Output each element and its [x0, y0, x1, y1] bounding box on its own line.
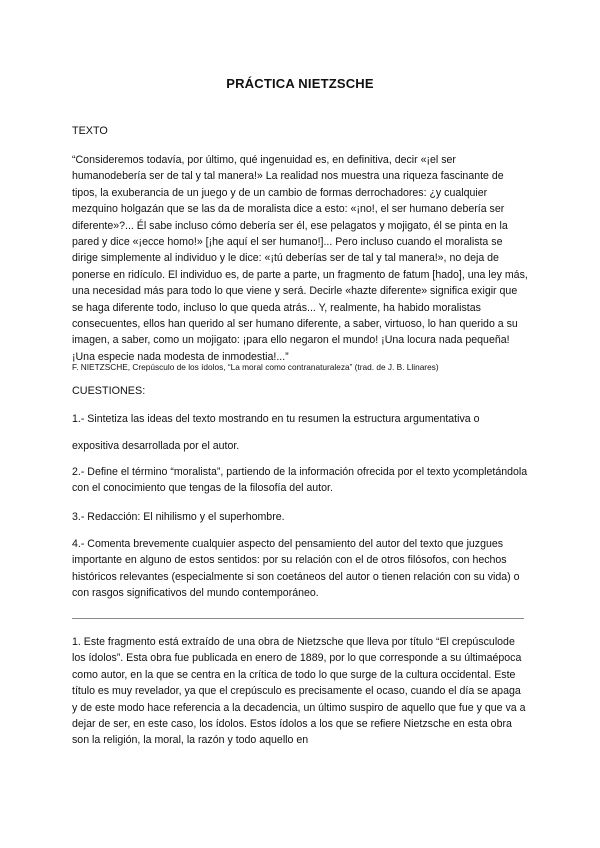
- cuestiones-heading: CUESTIONES:: [72, 385, 146, 397]
- answer-paragraph: 1. Este fragmento está extraído de una obra de Nietzsche que lleva por título “El crepúsculode los ídolos”. Esta obra fue publicada en enero de 1889, por lo que corresponde a su últimaépoca como autor, en la que se centra en la crítica de todo lo que surge de la cultura occidental. Este título es muy revelador, ya que el crepúsculo es precisamente el ocaso, cuando el día se apaga y de este modo hace referencia a la decadencia, un último suspiro de aquello que fue y que va a dejar de ser, en este caso, los ídolos. Estos ídolos a los que se refiere Nietzsche en esta obra son la religión, la moral, la razón y todo aquello en: [72, 636, 526, 747]
- question-1-continued: expositiva desarrollada por el autor.: [72, 440, 240, 452]
- texto-heading: TEXTO: [72, 125, 108, 137]
- nietzsche-quote: “Consideremos todavía, por último, qué ingenuidad es, en definitiva, decir «¡el ser humanodebería ser de tal y tal manera!» La realidad nos muestra una riqueza fascinante de tipos, la exuberancia de un juego y de un cambio de formas derrochadores: ¿y cualquier mezquino holgazán que se las da de moralista dice a esto: «¡no!, el ser humano debería ser diferente»?... Él sabe incluso cómo debería ser él, ese pelagatos y mojigato, él se pinta en la pared y dice «¡ecce homo!» [¡he aquí el ser humano!]... Pero incluso cuando el moralista se dirige simplemente al individuo y le dice: «¡tú deberías ser de tal y tal manera!», no deja de ponerse en ridículo. El individuo es, de parte a parte, un fragmento de fatum [hado], una ley más, una necesidad más para todo lo que viene y será. Decirle «hazte diferente» significa exigir que se haga diferente todo, incluso lo que queda atrás... Y, realmente, ha habido moralistas consecuentes, ellos han querido al ser humano diferente, a saber, virtuoso, lo han querido a su imagen, a saber, como un mojigato: ¡para ello negaron el mundo! ¡Una locura nada pequeña! ¡Una especie nada modesta de inmodestia!...”: [72, 154, 528, 363]
- question-1: 1.- Sintetiza las ideas del texto mostrando en tu resumen la estructura argumentativa o: [72, 413, 480, 425]
- quote-citation: F. NIETZSCHE, Crepúsculo de los ídolos, “La moral como contranaturaleza” (trad. de J. B. Llinares): [72, 362, 439, 372]
- page-title: PRÁCTICA NIETZSCHE: [226, 76, 374, 91]
- question-3: 3.- Redacción: El nihilismo y el superhombre.: [72, 511, 285, 523]
- section-divider: [72, 618, 524, 619]
- question-2: 2.- Define el término “moralista”, partiendo de la información ofrecida por el texto ycompletándola con el conocimiento que tengas de la filosofía del autor.: [72, 466, 528, 495]
- question-4: 4.- Comenta brevemente cualquier aspecto del pensamiento del autor del texto que juzgues importante en alguno de estos sentidos: por su relación con el de otros filósofos, con hechos históricos relevantes (especialmente si son coetáneos del autor o tienen relación con su vida) o con rasgos significativos del mundo contemporáneo.: [72, 538, 520, 600]
